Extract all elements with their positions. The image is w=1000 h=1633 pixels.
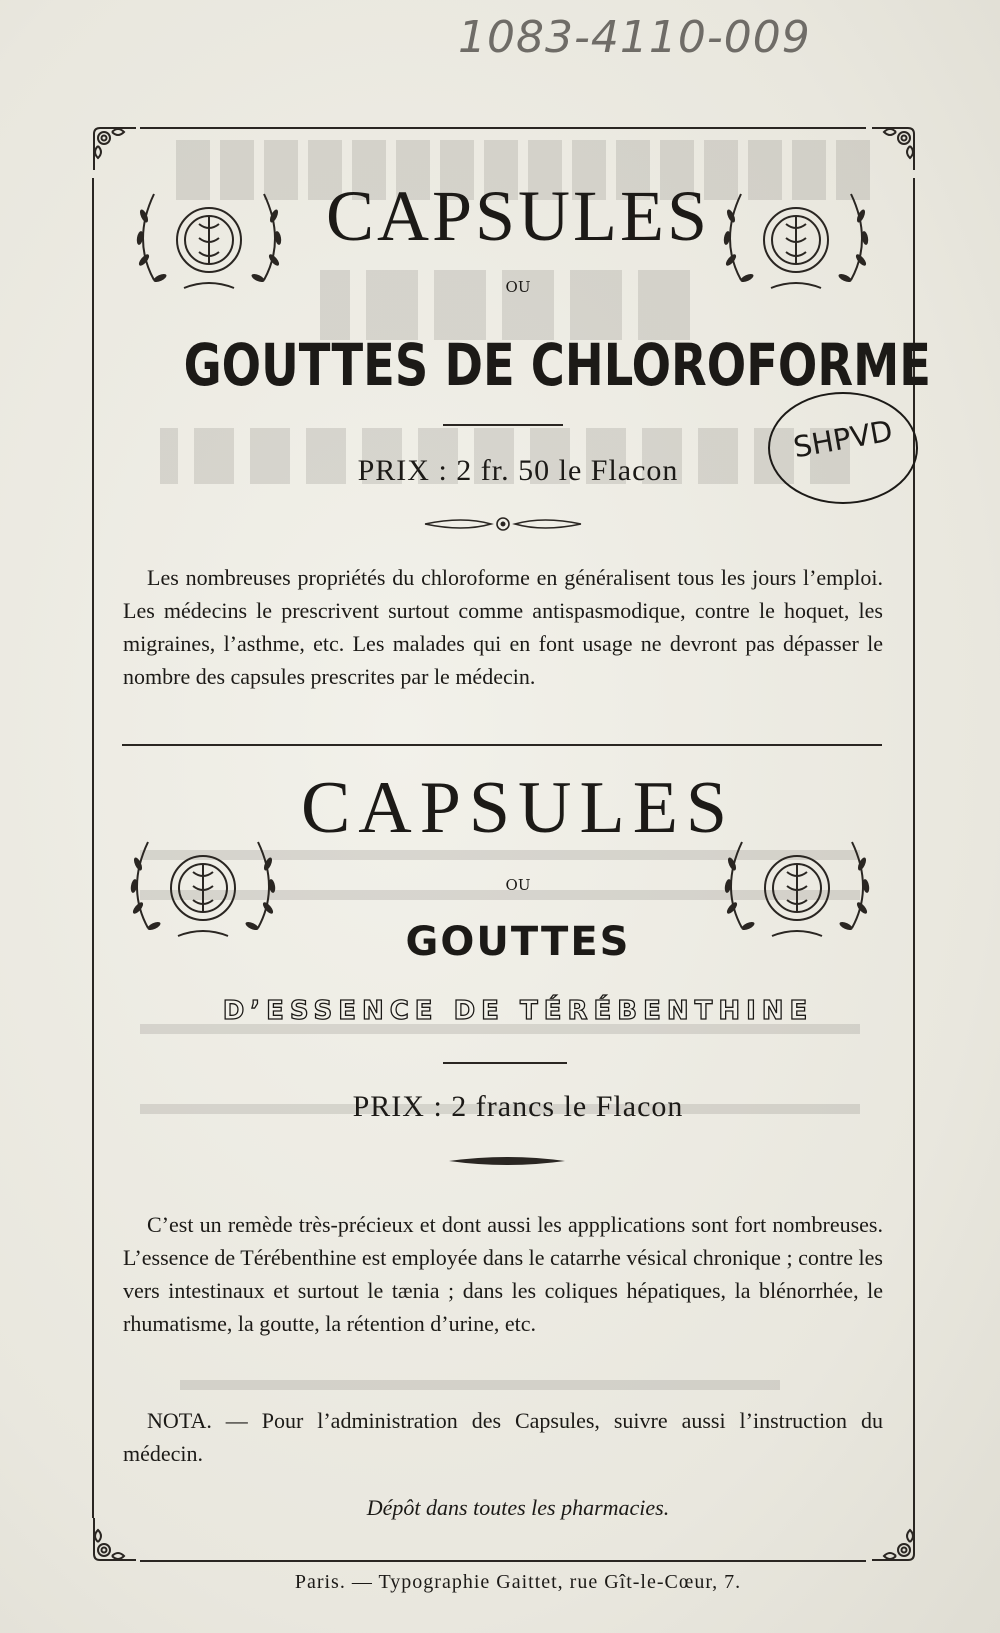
section1-ou: OU: [505, 278, 531, 296]
frame-top-line: [140, 127, 866, 129]
frame-left-line: [92, 178, 94, 1518]
section-separator: [122, 744, 882, 746]
show-through-bleed: [180, 1380, 780, 1390]
section2-ou: OU: [505, 876, 531, 894]
section2-price: PRIX : 2 francs le Flacon: [352, 1090, 684, 1123]
section2-subtitle1: [120, 918, 916, 966]
section1-price: PRIX : 2 fr. 50 le Flacon: [357, 454, 679, 487]
archive-number: 1083-4110-009: [458, 12, 811, 63]
section2-paragraph: C’est un remède très-précieux et dont aussi les appplications sont fort nombreuses. L’essence de Térébenthine est employée dans le catarrhe vésical chronique ; contre les vers intestinaux et surtout le tænia ; dans les coliques hépatiques, la blénorrhée, le rhumatisme, la goutte, la rétention d’urine, etc.: [123, 1212, 883, 1336]
section2-subtitle2: D’ESSENCE DE TÉRÉBENTHINE: [222, 996, 814, 1026]
section2-short-rule: [443, 1062, 567, 1064]
section1-paragraph: Les nombreuses propriétés du chloroforme en généralisent tous les jours l’emploi. Les médecins le prescrivent surtout comme antispasmodique, contre le hoquet, les migraines, l’asthme, etc. Les malades qui en font usage ne devront pas dépasser le nombre des capsules prescrites par le médecin.: [123, 565, 883, 689]
nota-paragraph: [123, 1404, 883, 1470]
flourish-divider-icon: [423, 514, 583, 534]
nota-label: NOTA. —: [147, 1408, 248, 1433]
section1-title: CAPSULES: [325, 176, 711, 256]
depot-line: Dépôt dans toutes les pharmacies.: [366, 1495, 670, 1520]
stamp-text: SHPVD: [790, 413, 896, 465]
section2-subtitle1-text: GOUTTES: [405, 919, 631, 965]
nota-text: Pour l’administration des Capsules, suivre aussi l’instruction du médecin.: [123, 1408, 883, 1466]
flourish-divider-icon: [447, 1155, 567, 1167]
library-stamp: [768, 392, 918, 504]
frame-bottom-line: [140, 1560, 866, 1562]
section1-subtitle-text: GOUTTES DE CHLOROFORME: [183, 331, 931, 399]
printer-footer: Paris. — Typographie Gaittet, rue Gît-le-Cœur, 7.: [294, 1571, 742, 1593]
section1-short-rule: [443, 424, 563, 426]
section1-subtitle: [100, 332, 936, 398]
section2-title: CAPSULES: [300, 767, 736, 849]
